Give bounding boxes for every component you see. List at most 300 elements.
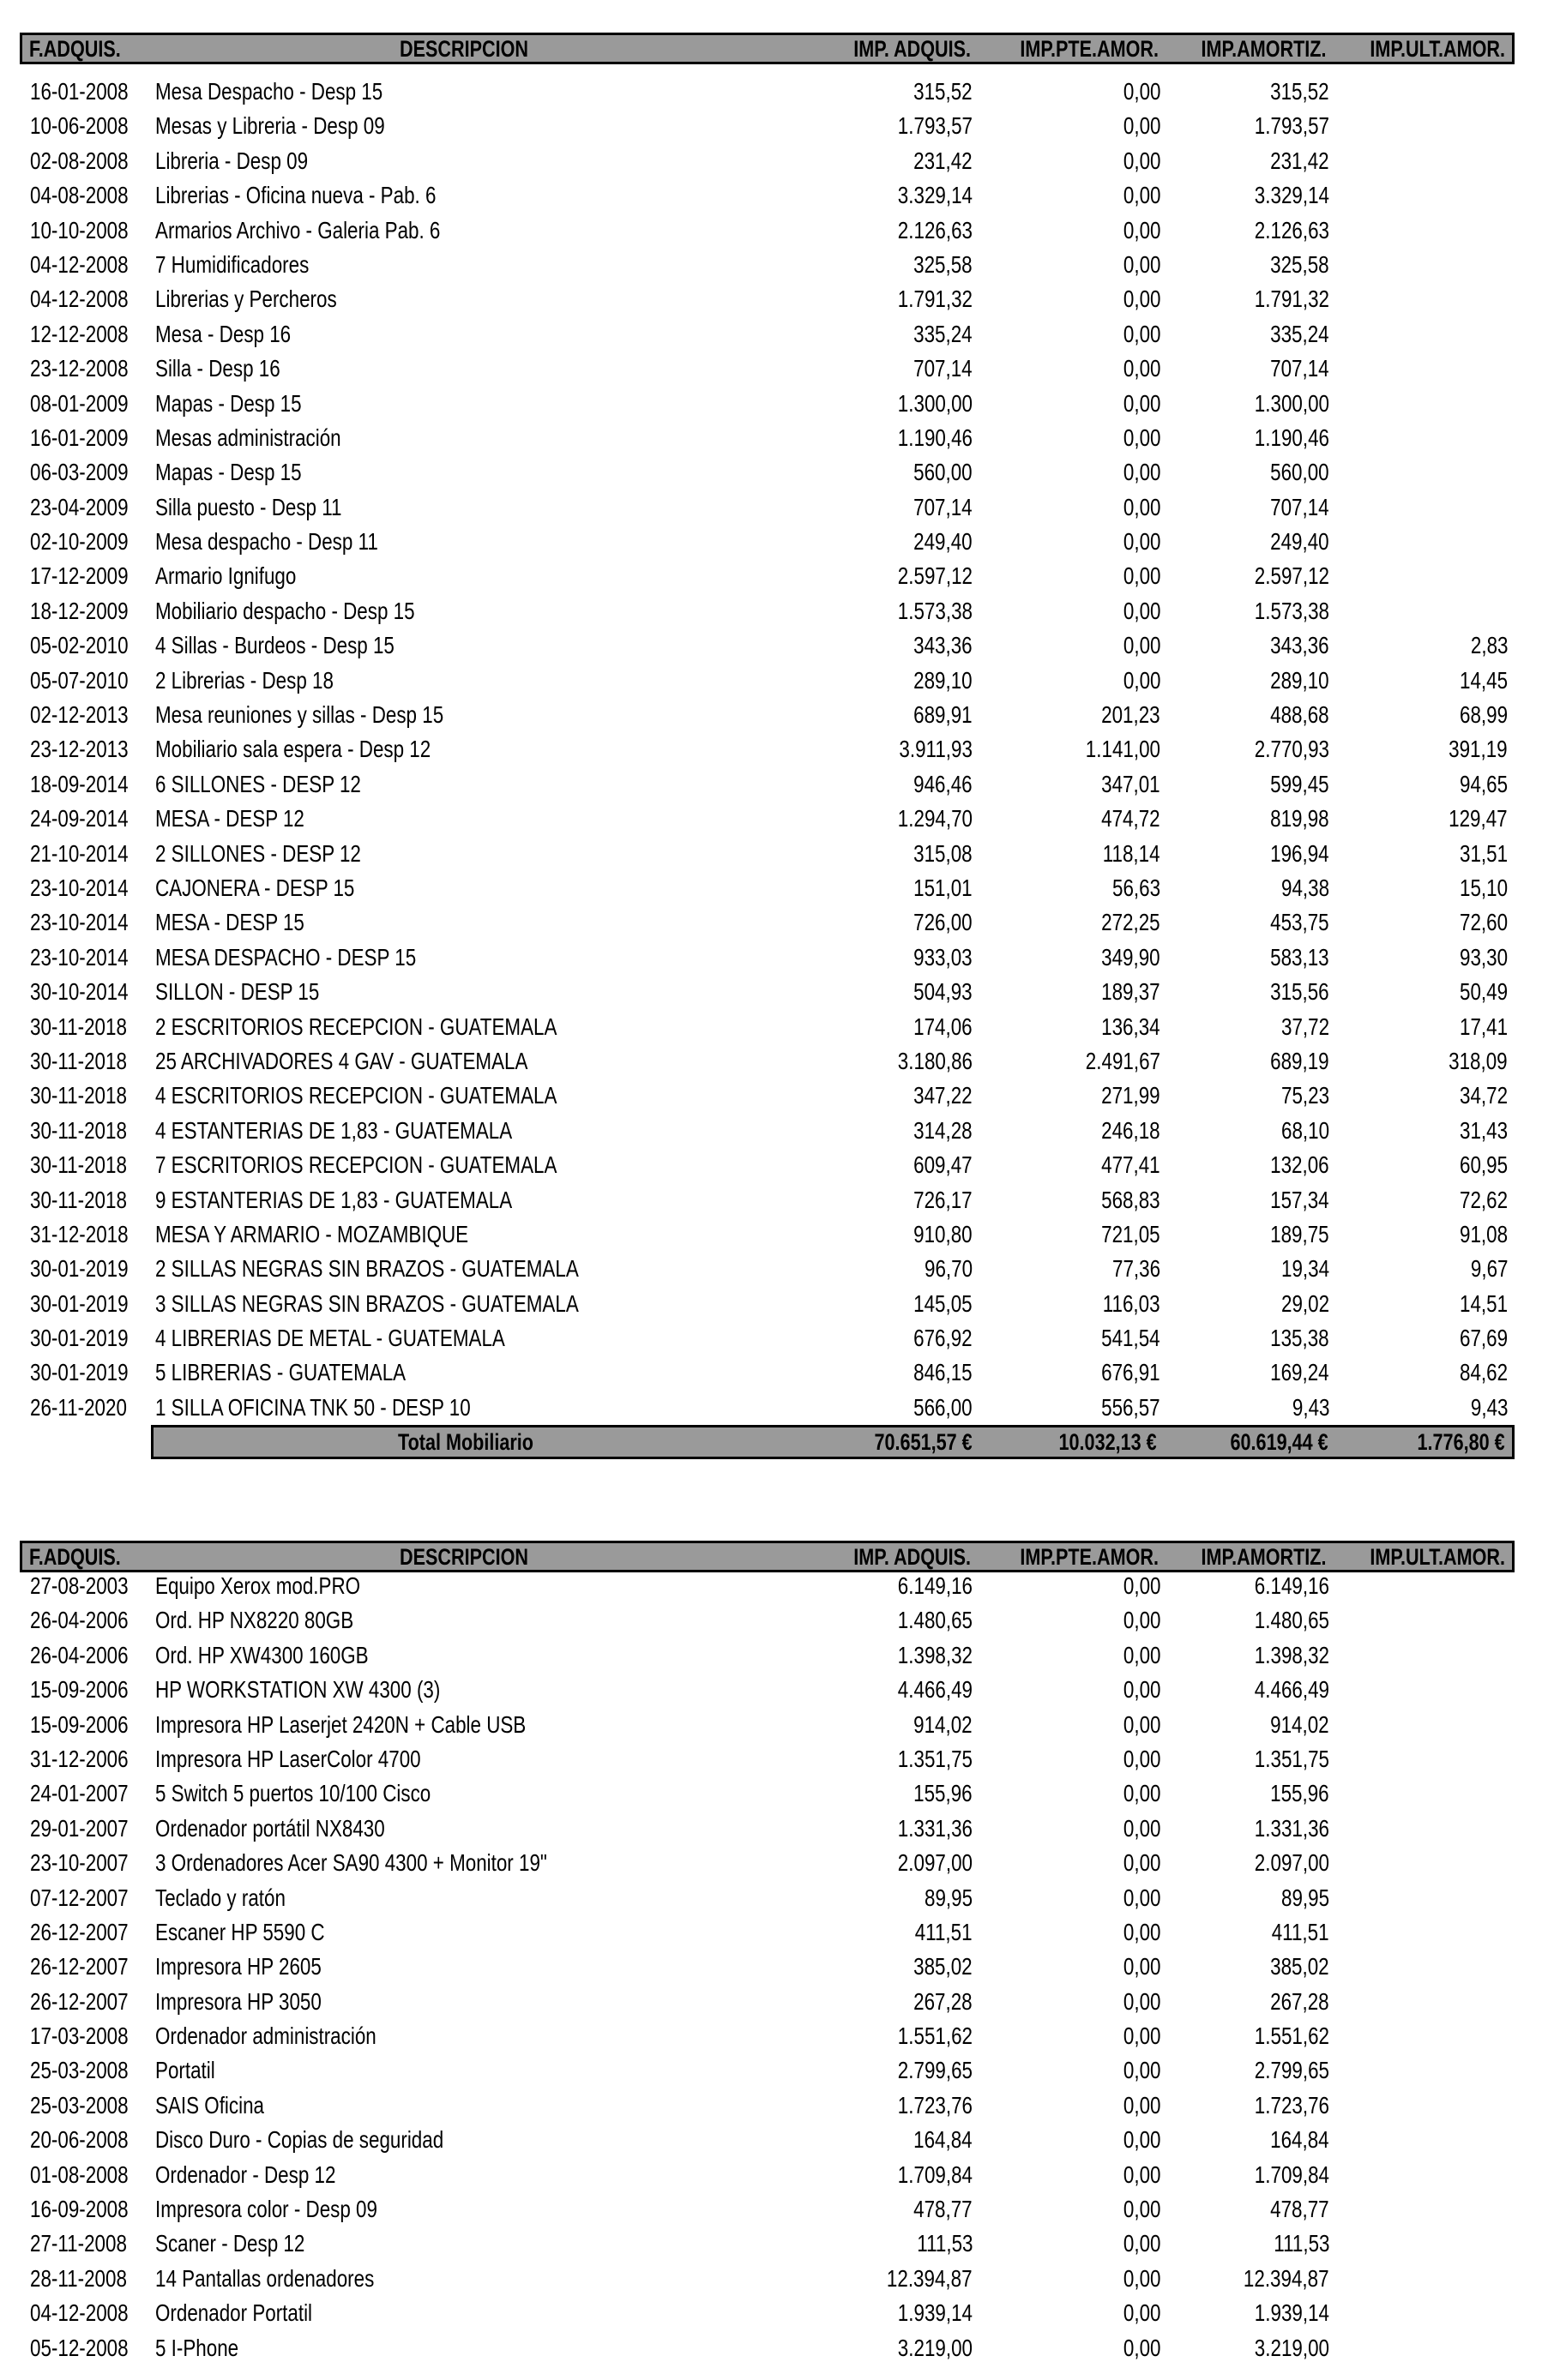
cell-imp-ult-amor: 91,08 (1459, 1220, 1508, 1247)
cell-date: 30-01-2019 (30, 1325, 129, 1352)
cell-date: 10-10-2008 (30, 216, 129, 243)
cell-description: 1 SILLA OFICINA TNK 50 - DESP 10 (155, 1393, 471, 1421)
cell-date: 28-11-2008 (30, 2264, 127, 2292)
cell-imp-pte-amor: 0,00 (1123, 666, 1160, 694)
cell-description: 5 LIBRERIAS - GUATEMALA (155, 1359, 407, 1386)
cell-date: 10-06-2008 (30, 112, 129, 140)
total-label: Total Mobiliario (398, 1429, 533, 1456)
table-row (20, 559, 1515, 593)
cell-imp-amortiz: 2.799,65 (1254, 2057, 1329, 2084)
table-row (20, 905, 1515, 940)
cell-imp-ult-amor: 9,67 (1470, 1255, 1508, 1283)
table-row (20, 2019, 1515, 2053)
table-row (20, 387, 1515, 421)
table-row (20, 628, 1515, 663)
cell-imp-adquis: 2.799,65 (897, 2057, 973, 2084)
cell-imp-pte-amor: 347,01 (1101, 770, 1160, 797)
cell-imp-adquis: 347,22 (913, 1082, 973, 1109)
cell-imp-amortiz: 196,94 (1270, 839, 1329, 867)
cell-date: 04-12-2008 (30, 250, 129, 278)
cell-imp-ult-amor: 94,65 (1459, 770, 1508, 797)
table-row (20, 1391, 1515, 1425)
cell-date: 23-10-2007 (30, 1849, 129, 1877)
cell-date: 15-09-2006 (30, 1676, 129, 1704)
header-description: DESCRIPCION (400, 36, 529, 62)
cell-imp-adquis: 267,28 (913, 1987, 973, 2015)
cell-description: 5 I-Phone (155, 2334, 239, 2361)
cell-date: 23-10-2014 (30, 874, 129, 901)
cell-description: Silla - Desp 16 (155, 355, 280, 382)
cell-imp-amortiz: 1.480,65 (1254, 1607, 1329, 1634)
table-row (20, 1114, 1515, 1148)
table-row (20, 837, 1515, 871)
cell-imp-ult-amor: 391,19 (1449, 736, 1508, 763)
cell-imp-adquis: 96,70 (924, 1255, 973, 1283)
cell-imp-adquis: 1.480,65 (897, 1607, 973, 1634)
cell-description: MESA - DESP 12 (155, 805, 304, 832)
cell-imp-pte-amor: 0,00 (1123, 632, 1160, 659)
header-imp-pte-amor: IMP.PTE.AMOR. (1020, 36, 1159, 62)
header-date: F.ADQUIS. (29, 1544, 121, 1570)
cell-description: Ord. HP NX8220 80GB (155, 1607, 354, 1634)
cell-imp-adquis: 1.709,84 (897, 2161, 973, 2188)
cell-description: 25 ARCHIVADORES 4 GAV - GUATEMALA (155, 1047, 528, 1074)
cell-description: Mapas - Desp 15 (155, 389, 302, 417)
cell-imp-ult-amor: 60,95 (1459, 1151, 1508, 1179)
cell-imp-amortiz: 1.190,46 (1254, 424, 1329, 451)
cell-imp-ult-amor: 14,45 (1459, 666, 1508, 694)
cell-date: 12-12-2008 (30, 320, 129, 347)
cell-imp-adquis: 914,02 (913, 1710, 973, 1738)
cell-description: 4 LIBRERIAS DE METAL - GUATEMALA (155, 1325, 505, 1352)
table-row (20, 2262, 1515, 2296)
cell-imp-adquis: 3.911,93 (899, 736, 973, 763)
cell-imp-adquis: 249,40 (913, 528, 973, 556)
cell-date: 27-08-2003 (30, 1572, 129, 1599)
cell-imp-pte-amor: 0,00 (1123, 1607, 1160, 1634)
cell-date: 23-12-2008 (30, 355, 129, 382)
table-row (20, 178, 1515, 213)
cell-imp-adquis: 1.939,14 (897, 2299, 973, 2327)
cell-imp-amortiz: 132,06 (1270, 1151, 1329, 1179)
cell-imp-pte-amor: 136,34 (1101, 1013, 1160, 1040)
cell-imp-pte-amor: 0,00 (1123, 182, 1160, 209)
cell-description: 2 Librerias - Desp 18 (155, 666, 334, 694)
cell-imp-amortiz: 1.351,75 (1254, 1745, 1329, 1772)
table-row (20, 1673, 1515, 1707)
cell-description: 2 SILLONES - DESP 12 (155, 839, 361, 867)
cell-imp-amortiz: 75,23 (1280, 1082, 1329, 1109)
cell-description: Ordenador administración (155, 2022, 376, 2050)
cell-imp-amortiz: 315,56 (1270, 978, 1329, 1006)
table-row (20, 1569, 1515, 1603)
cell-imp-adquis: 3.329,14 (897, 182, 973, 209)
cell-date: 04-12-2008 (30, 285, 129, 313)
cell-imp-ult-amor: 50,49 (1459, 978, 1508, 1006)
cell-imp-amortiz: 411,51 (1272, 1918, 1329, 1945)
cell-imp-amortiz: 1.791,32 (1254, 285, 1329, 313)
cell-imp-amortiz: 29,02 (1280, 1289, 1329, 1317)
cell-date: 05-02-2010 (30, 632, 129, 659)
table-row (20, 144, 1515, 178)
cell-imp-adquis: 726,00 (913, 909, 973, 936)
cell-description: 4 ESTANTERIAS DE 1,83 - GUATEMALA (155, 1116, 513, 1144)
cell-description: Mesa reuniones y sillas - Desp 15 (155, 701, 444, 729)
cell-date: 17-03-2008 (30, 2022, 129, 2050)
cell-imp-adquis: 504,93 (913, 978, 973, 1006)
cell-imp-ult-amor: 17,41 (1459, 1013, 1508, 1040)
cell-date: 18-12-2009 (30, 597, 129, 624)
table-row (20, 1950, 1515, 1984)
table-row (20, 2089, 1515, 2123)
cell-description: Ordenador Portatil (155, 2299, 313, 2327)
cell-date: 18-09-2014 (30, 770, 129, 797)
cell-date: 30-11-2018 (30, 1047, 127, 1074)
cell-imp-pte-amor: 0,00 (1123, 459, 1160, 486)
cell-description: SILLON - DESP 15 (155, 978, 320, 1006)
cell-imp-amortiz: 453,75 (1270, 909, 1329, 936)
cell-imp-amortiz: 335,24 (1270, 320, 1329, 347)
cell-imp-ult-amor: 93,30 (1459, 943, 1508, 971)
cell-imp-adquis: 946,46 (913, 770, 973, 797)
table-row (20, 732, 1515, 766)
cell-imp-pte-amor: 0,00 (1123, 2091, 1160, 2119)
cell-imp-amortiz: 343,36 (1270, 632, 1329, 659)
table-row (20, 767, 1515, 802)
cell-date: 24-01-2007 (30, 1780, 129, 1807)
cell-description: Impresora color - Desp 09 (155, 2196, 377, 2223)
cell-imp-pte-amor: 721,05 (1101, 1220, 1160, 1247)
table-row (20, 455, 1515, 490)
cell-imp-adquis: 2.097,00 (897, 1849, 973, 1877)
cell-date: 25-03-2008 (30, 2057, 129, 2084)
cell-imp-amortiz: 1.398,32 (1254, 1641, 1329, 1668)
cell-date: 21-10-2014 (30, 839, 129, 867)
cell-date: 30-11-2018 (30, 1013, 127, 1040)
cell-description: Mesa despacho - Desp 11 (155, 528, 378, 556)
cell-date: 04-08-2008 (30, 182, 129, 209)
cell-imp-amortiz: 68,10 (1280, 1116, 1329, 1144)
cell-imp-ult-amor: 68,99 (1459, 701, 1508, 729)
cell-imp-pte-amor: 0,00 (1123, 320, 1160, 347)
cell-description: Impresora HP LaserColor 4700 (155, 1745, 421, 1772)
table-row (20, 2158, 1515, 2192)
table-row (20, 1183, 1515, 1217)
table-row (20, 213, 1515, 248)
cell-description: 9 ESTANTERIAS DE 1,83 - GUATEMALA (155, 1186, 513, 1213)
cell-imp-adquis: 111,53 (916, 2230, 973, 2257)
cell-imp-amortiz: 6.149,16 (1254, 1572, 1329, 1599)
cell-imp-adquis: 231,42 (913, 147, 973, 174)
cell-description: 4 ESCRITORIOS RECEPCION - GUATEMALA (155, 1082, 557, 1109)
cell-imp-ult-amor: 15,10 (1459, 874, 1508, 901)
cell-imp-pte-amor: 0,00 (1123, 2230, 1160, 2257)
cell-description: Disco Duro - Copias de seguridad (155, 2126, 444, 2154)
cell-date: 26-12-2007 (30, 1987, 129, 2015)
table-row (20, 1079, 1515, 1113)
cell-imp-pte-amor: 541,54 (1101, 1325, 1160, 1352)
table-row (20, 282, 1515, 316)
cell-description: Mobiliario despacho - Desp 15 (155, 597, 415, 624)
cell-date: 04-12-2008 (30, 2299, 129, 2327)
cell-imp-adquis: 707,14 (913, 355, 973, 382)
cell-imp-pte-amor: 0,00 (1123, 2022, 1160, 2050)
cell-imp-adquis: 2.597,12 (897, 562, 973, 590)
cell-imp-pte-amor: 0,00 (1123, 2299, 1160, 2327)
cell-description: Teclado y ratón (155, 1884, 286, 1911)
cell-imp-pte-amor: 0,00 (1123, 78, 1160, 105)
cell-imp-amortiz: 2.126,63 (1254, 216, 1329, 243)
cell-date: 06-03-2009 (30, 459, 129, 486)
cell-description: Scaner - Desp 12 (155, 2230, 305, 2257)
cell-imp-adquis: 1.791,32 (897, 285, 973, 313)
cell-imp-pte-amor: 0,00 (1123, 493, 1160, 520)
table-row (20, 1044, 1515, 1079)
cell-description: 6 SILLONES - DESP 12 (155, 770, 361, 797)
cell-date: 24-09-2014 (30, 805, 129, 832)
cell-imp-pte-amor: 2.491,67 (1085, 1047, 1160, 1074)
cell-date: 26-04-2006 (30, 1607, 129, 1634)
cell-imp-adquis: 566,00 (913, 1393, 973, 1421)
cell-date: 31-12-2018 (30, 1220, 129, 1247)
cell-imp-adquis: 707,14 (913, 493, 973, 520)
cell-date: 02-08-2008 (30, 147, 129, 174)
cell-description: Ordenador - Desp 12 (155, 2161, 336, 2188)
cell-imp-amortiz: 1.709,84 (1254, 2161, 1329, 2188)
cell-imp-amortiz: 488,68 (1270, 701, 1329, 729)
cell-imp-adquis: 676,92 (913, 1325, 973, 1352)
table-row (20, 248, 1515, 282)
cell-imp-pte-amor: 0,00 (1123, 1572, 1160, 1599)
cell-imp-adquis: 343,36 (913, 632, 973, 659)
cell-description: 5 Switch 5 puertos 10/100 Cisco (155, 1780, 431, 1807)
cell-imp-amortiz: 94,38 (1280, 874, 1329, 901)
cell-date: 16-09-2008 (30, 2196, 129, 2223)
cell-description: Equipo Xerox mod.PRO (155, 1572, 361, 1599)
cell-imp-adquis: 1.573,38 (897, 597, 973, 624)
table-row (20, 525, 1515, 559)
cell-description: 2 ESCRITORIOS RECEPCION - GUATEMALA (155, 1013, 557, 1040)
cell-imp-pte-amor: 568,83 (1101, 1186, 1160, 1213)
cell-imp-amortiz: 1.723,76 (1254, 2091, 1329, 2119)
cell-imp-adquis: 1.398,32 (897, 1641, 973, 1668)
cell-imp-amortiz: 111,53 (1273, 2230, 1329, 2257)
cell-imp-pte-amor: 0,00 (1123, 147, 1160, 174)
cell-description: Impresora HP 3050 (155, 1987, 322, 2015)
table-row (20, 975, 1515, 1009)
table-row (20, 1846, 1515, 1880)
cell-imp-adquis: 726,17 (913, 1186, 973, 1213)
cell-date: 26-04-2006 (30, 1641, 129, 1668)
table-header (20, 1541, 1515, 1572)
cell-imp-ult-amor: 318,09 (1449, 1047, 1508, 1074)
cell-description: HP WORKSTATION XW 4300 (3) (155, 1676, 441, 1704)
cell-imp-pte-amor: 474,72 (1101, 805, 1160, 832)
table-row (20, 1010, 1515, 1044)
cell-imp-amortiz: 385,02 (1270, 1953, 1329, 1980)
cell-date: 17-12-2009 (30, 562, 129, 590)
cell-imp-adquis: 4.466,49 (897, 1676, 973, 1704)
cell-imp-amortiz: 1.793,57 (1254, 112, 1329, 140)
cell-imp-ult-amor: 67,69 (1459, 1325, 1508, 1352)
cell-imp-pte-amor: 477,41 (1101, 1151, 1160, 1179)
cell-imp-amortiz: 1.939,14 (1254, 2299, 1329, 2327)
cell-imp-amortiz: 4.466,49 (1254, 1676, 1329, 1704)
cell-imp-pte-amor: 0,00 (1123, 562, 1160, 590)
cell-imp-pte-amor: 556,57 (1101, 1393, 1160, 1421)
cell-imp-amortiz: 12.394,87 (1244, 2264, 1329, 2292)
cell-imp-adquis: 1.351,75 (897, 1745, 973, 1772)
table-row (20, 2296, 1515, 2330)
cell-imp-pte-amor: 272,25 (1101, 909, 1160, 936)
cell-date: 16-01-2008 (30, 78, 129, 105)
cell-description: Ord. HP XW4300 160GB (155, 1641, 369, 1668)
cell-description: 2 SILLAS NEGRAS SIN BRAZOS - GUATEMALA (155, 1255, 579, 1283)
cell-imp-adquis: 478,77 (913, 2196, 973, 2223)
cell-date: 25-03-2008 (30, 2091, 129, 2119)
cell-date: 30-01-2019 (30, 1359, 129, 1386)
cell-imp-pte-amor: 0,00 (1123, 1745, 1160, 1772)
cell-date: 23-12-2013 (30, 736, 129, 763)
cell-imp-pte-amor: 0,00 (1123, 1710, 1160, 1738)
cell-date: 08-01-2009 (30, 389, 129, 417)
table-row (20, 698, 1515, 732)
cell-imp-pte-amor: 0,00 (1123, 1918, 1160, 1945)
cell-imp-amortiz: 157,34 (1270, 1186, 1329, 1213)
cell-imp-adquis: 3.180,86 (897, 1047, 973, 1074)
cell-date: 07-12-2007 (30, 1884, 129, 1911)
cell-imp-amortiz: 169,24 (1270, 1359, 1329, 1386)
cell-imp-amortiz: 9,43 (1292, 1393, 1329, 1421)
table-row (20, 1638, 1515, 1673)
cell-imp-adquis: 385,02 (913, 1953, 973, 1980)
cell-imp-amortiz: 1.551,62 (1254, 2022, 1329, 2050)
cell-imp-amortiz: 231,42 (1270, 147, 1329, 174)
cell-date: 15-09-2006 (30, 1710, 129, 1738)
table-row (20, 1148, 1515, 1182)
cell-imp-pte-amor: 0,00 (1123, 2334, 1160, 2361)
cell-imp-ult-amor: 72,62 (1459, 1186, 1508, 1213)
cell-description: Silla puesto - Desp 11 (155, 493, 342, 520)
cell-imp-pte-amor: 0,00 (1123, 597, 1160, 624)
cell-imp-pte-amor: 0,00 (1123, 389, 1160, 417)
total-imp-adquis: 70.651,57 € (874, 1429, 973, 1456)
cell-imp-pte-amor: 189,37 (1101, 978, 1160, 1006)
cell-imp-pte-amor: 0,00 (1123, 285, 1160, 313)
cell-imp-adquis: 689,91 (913, 701, 973, 729)
cell-imp-adquis: 1.723,76 (897, 2091, 973, 2119)
cell-imp-ult-amor: 34,72 (1459, 1082, 1508, 1109)
cell-imp-pte-amor: 77,36 (1111, 1255, 1160, 1283)
cell-description: MESA DESPACHO - DESP 15 (155, 943, 417, 971)
cell-imp-adquis: 1.294,70 (897, 805, 973, 832)
cell-description: Escaner HP 5590 C (155, 1918, 325, 1945)
cell-imp-amortiz: 135,38 (1270, 1325, 1329, 1352)
header-date: F.ADQUIS. (29, 36, 121, 62)
cell-description: Armarios Archivo - Galeria Pab. 6 (155, 216, 441, 243)
table-row (20, 594, 1515, 628)
header-imp-pte-amor: IMP.PTE.AMOR. (1020, 1544, 1159, 1570)
cell-imp-pte-amor: 0,00 (1123, 1987, 1160, 2015)
cell-date: 30-10-2014 (30, 978, 129, 1006)
cell-imp-pte-amor: 1.141,00 (1085, 736, 1160, 763)
table-row (20, 75, 1515, 109)
table-row (20, 352, 1515, 386)
cell-imp-amortiz: 819,98 (1270, 805, 1329, 832)
cell-description: MESA - DESP 15 (155, 909, 304, 936)
cell-date: 16-01-2009 (30, 424, 129, 451)
mobiliario-table (20, 33, 1515, 1456)
cell-imp-pte-amor: 0,00 (1123, 1849, 1160, 1877)
cell-imp-pte-amor: 0,00 (1123, 2264, 1160, 2292)
table-row (20, 1287, 1515, 1321)
cell-imp-adquis: 2.126,63 (897, 216, 973, 243)
cell-imp-ult-amor: 129,47 (1449, 805, 1508, 832)
table-row (20, 1603, 1515, 1638)
cell-imp-adquis: 910,80 (913, 1220, 973, 1247)
cell-date: 01-08-2008 (30, 2161, 129, 2188)
cell-imp-pte-amor: 0,00 (1123, 1641, 1160, 1668)
cell-description: Libreria - Desp 09 (155, 147, 309, 174)
header-imp-ult-amor: IMP.ULT.AMOR. (1370, 36, 1505, 62)
total-imp-amortiz: 60.619,44 € (1230, 1429, 1328, 1456)
total-row (151, 1425, 1515, 1459)
cell-imp-adquis: 1.793,57 (897, 112, 973, 140)
cell-date: 29-01-2007 (30, 1814, 129, 1842)
cell-description: Impresora HP 2605 (155, 1953, 322, 1980)
cell-imp-adquis: 6.149,16 (897, 1572, 973, 1599)
cell-imp-adquis: 3.219,00 (897, 2334, 973, 2361)
cell-date: 26-12-2007 (30, 1918, 129, 1945)
table-row (20, 2053, 1515, 2088)
total-imp-ult-amor: 1.776,80 € (1417, 1429, 1505, 1456)
cell-imp-pte-amor: 676,91 (1101, 1359, 1160, 1386)
cell-date: 23-10-2014 (30, 909, 129, 936)
cell-imp-pte-amor: 56,63 (1111, 874, 1160, 901)
cell-imp-adquis: 325,58 (913, 250, 973, 278)
cell-imp-pte-amor: 118,14 (1103, 839, 1160, 867)
cell-imp-amortiz: 583,13 (1270, 943, 1329, 971)
cell-imp-amortiz: 315,52 (1270, 78, 1329, 105)
cell-imp-ult-amor: 31,43 (1459, 1116, 1508, 1144)
cell-date: 20-06-2008 (30, 2126, 129, 2154)
cell-description: 3 SILLAS NEGRAS SIN BRAZOS - GUATEMALA (155, 1289, 579, 1317)
header-imp-adquis: IMP. ADQUIS. (853, 1544, 971, 1570)
table-row (20, 802, 1515, 836)
cell-imp-pte-amor: 0,00 (1123, 250, 1160, 278)
table-row (20, 317, 1515, 352)
cell-description: Impresora HP Laserjet 2420N + Cable USB (155, 1710, 527, 1738)
cell-description: Mesa - Desp 16 (155, 320, 292, 347)
cell-imp-amortiz: 155,96 (1270, 1780, 1329, 1807)
cell-imp-adquis: 315,08 (913, 839, 973, 867)
cell-imp-amortiz: 1.300,00 (1254, 389, 1329, 417)
cell-description: 7 ESCRITORIOS RECEPCION - GUATEMALA (155, 1151, 557, 1179)
table-body (20, 1569, 1515, 2365)
cell-imp-pte-amor: 271,99 (1101, 1082, 1160, 1109)
cell-description: 3 Ordenadores Acer SA90 4300 + Monitor 19" (155, 1849, 547, 1877)
cell-imp-amortiz: 19,34 (1280, 1255, 1329, 1283)
table-header (20, 33, 1515, 64)
cell-imp-pte-amor: 246,18 (1101, 1116, 1160, 1144)
cell-imp-pte-amor: 0,00 (1123, 1676, 1160, 1704)
table-row (20, 871, 1515, 905)
table-row (20, 941, 1515, 975)
cell-imp-adquis: 289,10 (913, 666, 973, 694)
cell-imp-pte-amor: 0,00 (1123, 2161, 1160, 2188)
cell-imp-ult-amor: 84,62 (1459, 1359, 1508, 1386)
cell-imp-amortiz: 599,45 (1270, 770, 1329, 797)
